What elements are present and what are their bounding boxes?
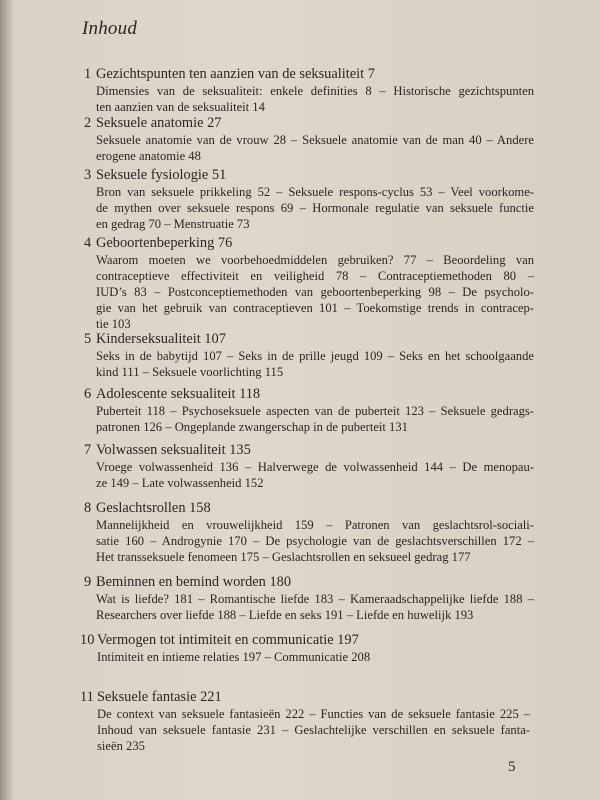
section-line: contraceptieve effectiviteit en veiligheid 78 – Contraceptiemethoden 80 – [96, 269, 534, 283]
chapter-number: 11 [80, 689, 94, 705]
toc-entry [80, 632, 530, 665]
section-line: kind 111 – Seksuele voorlichting 115 [96, 365, 284, 379]
toc-entry [84, 235, 534, 332]
chapter-title: Kinderseksualiteit 107 [96, 331, 226, 347]
section-line: Seks in de babytijd 107 – Seks in de prille jeugd 109 – Seks en het schoolgaande [96, 349, 534, 363]
section-line: Seksuele anatomie van de vrouw 28 – Seksuele anatomie van de man 40 – Andere [96, 133, 534, 147]
section-line: patronen 126 – Ongeplande zwangerschap in de puberteit 131 [96, 420, 408, 434]
section-line: gie van het gebruik van contraceptieven 101 – Toekomstige trends in contracep- [96, 301, 534, 315]
chapter-title: Beminnen en bemind worden 180 [96, 574, 292, 590]
section-line: Wat is liefde? 181 – Romantische liefde 183 – Kameraadschappelijke liefde 188 – [96, 592, 534, 606]
section-line: sieën 235 [97, 739, 145, 753]
section-line: Intimiteit en intieme relaties 197 – Communicatie 208 [97, 650, 371, 664]
chapter-number: 4 [84, 235, 92, 251]
chapter-sections [96, 348, 534, 380]
page-title: Inhoud [82, 18, 138, 39]
chapter-number: 8 [84, 500, 92, 516]
section-line: Dimensies van de seksualiteit: enkele definities 8 – Historische gezichtspunten [96, 84, 534, 98]
section-line: IUD’s 83 – Postconceptiemethoden van geboortenbeperking 98 – De psycholo- [96, 285, 534, 299]
chapter-title: Geslachtsrollen 158 [96, 500, 211, 516]
page-number: 5 [508, 759, 516, 775]
chapter-title: Gezichtspunten ten aanzien van de seksualiteit 7 [96, 66, 375, 82]
toc-entry [80, 689, 530, 754]
section-line: Inhoud van seksuele fantasie 231 – Geslachtelijke verschillen en seksuele fanta- [97, 723, 530, 737]
section-line: Bron van seksuele prikkeling 52 – Seksuele respons-cyclus 53 – Veel voorkome- [96, 185, 534, 199]
section-line: ze 149 – Late volwassenheid 152 [96, 476, 264, 490]
chapter-sections [96, 184, 534, 232]
chapter-title: Volwassen seksualiteit 135 [96, 442, 251, 458]
toc-entry [84, 500, 534, 565]
toc-entry [84, 442, 534, 491]
section-line: Puberteit 118 – Psychoseksuele aspecten van de puberteit 123 – Seksuele gedrags- [96, 404, 534, 418]
chapter-number: 7 [84, 442, 92, 458]
chapter-number: 6 [84, 386, 92, 402]
section-line: Researchers over liefde 188 – Liefde en seks 191 – Liefde en huwelijk 193 [96, 608, 474, 622]
chapter-title: Adolescente seksualiteit 118 [96, 386, 261, 402]
section-line: tie 103 [96, 317, 131, 331]
section-line: Het transseksuele fenomeen 175 – Geslachtsrollen en seksueel gedrag 177 [96, 550, 471, 564]
chapter-sections [97, 706, 530, 754]
page-gutter-shadow [0, 0, 14, 800]
section-line: ten aanzien van de seksualiteit 14 [96, 100, 265, 114]
chapter-sections [96, 252, 534, 332]
section-line: Vroege volwassenheid 136 – Halverwege de volwassenheid 144 – De menopau- [96, 460, 534, 474]
section-line: erogene anatomie 48 [96, 149, 201, 163]
chapter-sections [96, 132, 534, 164]
toc-entry [84, 331, 534, 380]
chapter-sections [96, 459, 534, 491]
section-line: de mythen over seksuele respons 69 – Hormonale regulatie van seksuele functie [96, 201, 534, 215]
section-line: en gedrag 70 – Menstruatie 73 [96, 217, 250, 231]
toc-entry [84, 167, 534, 232]
chapter-number: 1 [84, 66, 92, 82]
chapter-title: Vermogen tot intimiteit en communicatie 197 [97, 632, 359, 648]
chapter-title: Seksuele fantasie 221 [97, 689, 222, 705]
section-line: Waarom moeten we voorbehoedmiddelen gebruiken? 77 – Beoordeling van [96, 253, 534, 267]
chapter-number: 3 [84, 167, 92, 183]
toc-entry [84, 115, 534, 164]
chapter-number: 5 [84, 331, 92, 347]
section-line: Mannelijkheid en vrouwelijkheid 159 – Patronen van geslachtsrol-sociali- [96, 518, 534, 532]
toc-entry [84, 386, 534, 435]
chapter-sections [96, 517, 534, 565]
chapter-sections [97, 649, 530, 665]
chapter-title: Seksuele anatomie 27 [96, 115, 222, 131]
chapter-title: Seksuele fysiologie 51 [96, 167, 227, 183]
section-line: De context van seksuele fantasieën 222 – Functies van de seksuele fantasie 225 – [97, 707, 530, 721]
chapter-sections [96, 403, 534, 435]
chapter-title: Geboortenbeperking 76 [96, 235, 233, 251]
toc-entry [84, 66, 534, 115]
chapter-sections [96, 83, 534, 115]
chapter-number: 9 [84, 574, 92, 590]
chapter-number: 2 [84, 115, 92, 131]
chapter-sections [96, 591, 534, 623]
toc-entry [84, 574, 534, 623]
section-line: satie 160 – Androgynie 170 – De psychologie van de geslachtsverschillen 172 – [96, 534, 534, 548]
chapter-number: 10 [80, 632, 95, 648]
